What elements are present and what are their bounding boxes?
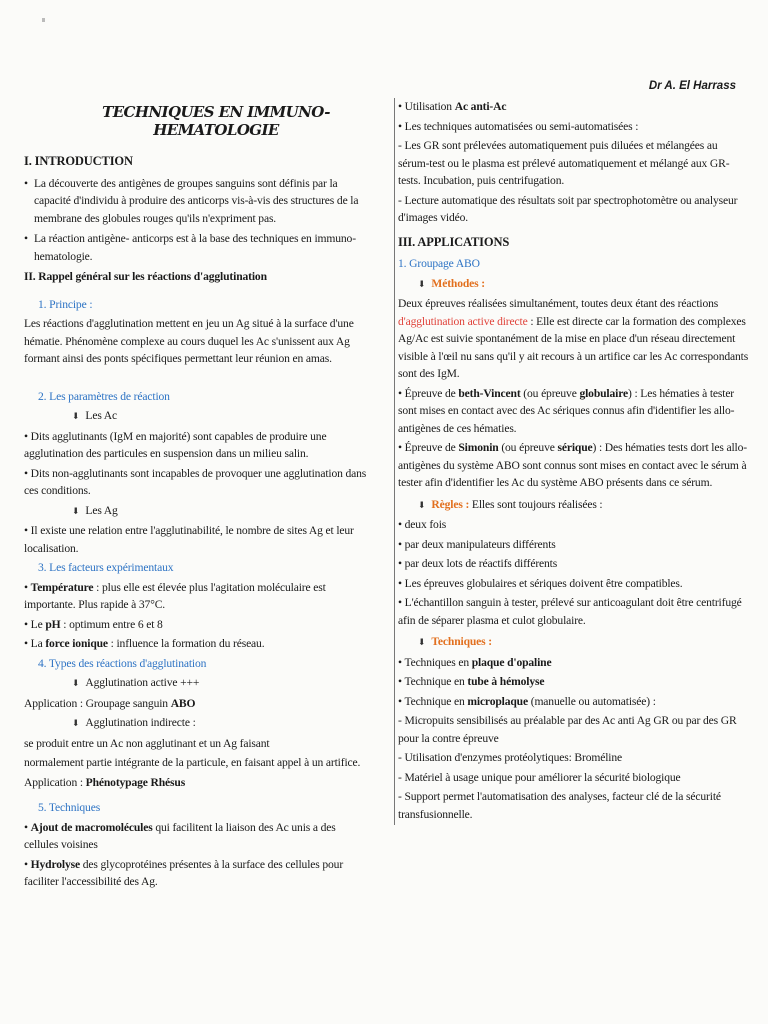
application-1-prefix: Application : Groupage sanguin [24, 696, 171, 710]
aggl-active-subheading [72, 674, 368, 693]
application-2 [24, 774, 368, 792]
arrow-down-icon: ⬇ [72, 505, 80, 516]
application-1 [24, 695, 368, 713]
left-column [24, 104, 368, 893]
ph-prefix: • Le [24, 617, 46, 631]
force-prefix: • La [24, 637, 46, 650]
technique-2 [398, 673, 750, 691]
sim-mid: (ou épreuve [498, 441, 558, 454]
anti-ac-prefix: • Utilisation [398, 100, 455, 113]
t2-prefix: • Technique en [398, 675, 468, 688]
methodes-subheading [418, 275, 750, 294]
bv-term: beth-Vincent [458, 386, 521, 400]
arrow-down-icon: ⬇ [72, 411, 80, 421]
arrow-down-icon: ⬇ [418, 499, 426, 510]
ag-paragraph: • Il existe une relation entre l'agglutinabilité, le nombre de sites Ag et leur localisation. [24, 524, 354, 555]
methodes-paragraph [398, 295, 750, 383]
ph-item [24, 616, 368, 634]
ac-paragraph-1: • Dits agglutinants (IgM en majorité) sont capables de produire une agglutination des particules en suspension dans un milieu salin. [24, 429, 327, 460]
bv-text: ) : Les hématies à tester sont mises en contact avec des Ac sériques connus afin d'identifier les allo-antigènes de ces hématies. [398, 386, 735, 435]
methodes-text-end: : Elle est directe car la formation des complexes Ag/Ac est suivie spontanément de la mise en place d'un réseau directement visible à l'œil nu sans qu'il y ait recours à un artifice car les Ac correspondants sont des IgM. [398, 314, 749, 380]
aggl-indirecte-subheading [72, 714, 368, 733]
scan-speck [42, 18, 45, 22]
methodes-highlight: d'agglutination active directe [398, 314, 528, 328]
force-ionique-item [24, 635, 368, 653]
ac-subheading [72, 407, 368, 426]
technique-detail-3: - Matériel à usage unique pour améliorer la sécurité biologique [398, 770, 681, 784]
ag-subheading [72, 502, 368, 521]
automated-paragraph-2: - Lecture automatique des résultats soit par spectrophotomètre ou analyseur d'images vidéo. [398, 193, 738, 224]
application-1-term: ABO [170, 696, 196, 710]
ajout-term: Ajout de macromolécules [30, 820, 153, 834]
force-text: : influence la formation du réseau. [107, 637, 265, 650]
principe-heading: 1. Principe : [38, 297, 93, 311]
regles-label: Règles : [431, 497, 470, 511]
arrow-down-icon: ⬇ [72, 678, 80, 688]
technique-1 [398, 654, 750, 672]
regles-text: Elles sont toujours réalisées : [469, 497, 603, 511]
ph-term: pH [45, 617, 61, 631]
techniques-heading: 5. Techniques [38, 801, 101, 814]
hydrolyse-item: • Hydrolyse des glycoprotéines présentes à la surface des cellules pour faciliter l'accessibilité des Ag. [24, 857, 344, 888]
parametres-heading: 2. Les paramètres de réaction [38, 389, 170, 403]
temperature-term: Température [30, 580, 94, 594]
methodes-text-start: Deux épreuves réalisées simultanément, toutes deux étant des réactions [398, 297, 719, 310]
t3-prefix: • Technique en [398, 694, 468, 708]
technique-detail-1: - Micropuits sensibilisés au préalable par des Ac anti Ag GR ou par des GR pour la contre épreuve [398, 714, 737, 745]
author-name: Dr A. El Harrass [648, 80, 736, 92]
aggl-indirecte-label: Agglutination indirecte : [85, 716, 196, 729]
ajout-text: qui facilitent la liaison des Ac unis a des cellules voisines [24, 820, 336, 851]
aggl-active-label: Agglutination active +++ [85, 676, 200, 689]
technique-3 [398, 693, 750, 711]
bv-term-2: globulaire [579, 386, 628, 400]
right-column [394, 98, 750, 825]
beth-vincent-item [398, 385, 750, 438]
groupage-heading: 1. Groupage ABO [398, 257, 480, 270]
t1-prefix: • Techniques en [398, 655, 472, 669]
temperature-item: • Température : plus elle est élevée plus l'agitation moléculaire est importante. Plus rapide à 37°C. [24, 580, 326, 611]
anti-ac-term: Ac anti-Ac [454, 100, 507, 113]
indirecte-line-1: se produit entre un Ac non agglutinant et un Ag faisant [24, 736, 270, 750]
regles-subheading [418, 496, 750, 515]
sim-term: Simonin [458, 441, 499, 454]
techniques-label: Techniques : [431, 635, 492, 648]
intro-bullet-2: • La réaction antigène- anticorps est à la base des techniques en immuno-hematologie. [24, 230, 368, 265]
arrow-down-icon: ⬇ [418, 278, 426, 289]
document-title: TECHNIQUES EN IMMUNO-HEMATOLOGIE [102, 103, 330, 139]
t3-text: (manuelle ou automatisée) : [527, 694, 656, 708]
facteurs-heading: 3. Les facteurs expérimentaux [38, 561, 174, 574]
temperature-text: : plus elle est élevée plus l'agitation moléculaire est importante. Plus rapide à 37°C. [24, 580, 326, 611]
sim-text: ) : Des hématies tests dort les allo-antigènes du système ABO sont connus sont mises en contact avec le sérum à tester afin d'identifier les Ac du système ABO présents dans ce sérum. [398, 441, 747, 489]
techniques-subheading [418, 633, 750, 652]
application-2-prefix: Application : [24, 775, 86, 789]
hydrolyse-text: des glycoprotéines présentes à la surface des cellules pour faciliter l'accessibilité des Ag. [24, 857, 344, 888]
arrow-down-icon: ⬇ [418, 637, 426, 647]
ajout-item: • Ajout de macromolécules qui facilitent la liaison des Ac unis a des cellules voisines [24, 820, 336, 851]
simonin-item [398, 439, 750, 492]
technique-detail-2: - Utilisation d'enzymes protéolytiques: Broméline [398, 751, 622, 764]
intro-bullet-1: • La découverte des antigènes de groupes sanguins sont définis par la capacité d'individu à produire des anticorps vis-à-vis des structures de la membrane des globules rouges qu'ils n'expriment pas. [24, 175, 368, 228]
sim-term-2: sérique [557, 441, 593, 454]
ac-paragraph-2: • Dits non-agglutinants sont incapables de provoquer une agglutination dans ces conditions. [24, 466, 367, 497]
bv-prefix: • Épreuve de [398, 386, 459, 400]
regle-3: • par deux lots de réactifs différents [398, 557, 558, 570]
t2-term: tube à hémolyse [467, 675, 545, 688]
ag-label: Les Ag [85, 503, 118, 517]
regle-4: • Les épreuves globulaires et sériques doivent être compatibles. [398, 576, 683, 590]
regle-5: • L'échantillon sanguin à tester, prélevé sur anticoagulant doit être centrifugé afin de séparer plasma et culot globulaire. [398, 596, 742, 627]
principe-text: Les réactions d'agglutination mettent en jeu un Ag situé à la surface d'une hématie. Phénomène complexe au cours duquel les Ac s'unissent aux Ag formant ainsi des ponts spécifiques permettant leur réunion en amas. [24, 317, 354, 365]
regle-2: • par deux manipulateurs différents [398, 537, 556, 551]
bv-mid: (ou épreuve [520, 386, 580, 400]
technique-detail-4: - Support permet l'automatisation des analyses, facteur clé de la sécurité transfusionnelle. [398, 790, 721, 821]
section-introduction-heading: I. INTRODUCTION [24, 154, 133, 168]
sim-prefix: • Épreuve de [398, 441, 459, 454]
indirecte-line-2: normalement partie intégrante de la particule, en faisant appel à un artifice. [24, 756, 361, 769]
types-heading: 4. Types des réactions d'agglutination [38, 656, 207, 670]
t1-term: plaque d'opaline [471, 655, 552, 669]
section-rappel-heading: II. Rappel général sur les réactions d'agglutination [24, 270, 267, 283]
ac-label: Les Ac [85, 409, 118, 422]
automated-paragraph-1: - Les GR sont prélevées automatiquement puis diluées et mélangées au sérum-test ou le plasma est prélevé automatiquement et mélangé aux GR-tests. Incubation, puis centrifugation. [398, 139, 730, 187]
section-applications-heading: III. APPLICATIONS [398, 234, 510, 249]
regle-1: • deux fois [398, 518, 447, 531]
ph-text: : optimum entre 6 et 8 [60, 617, 163, 631]
anti-ac-item [398, 98, 750, 116]
t3-term: microplaque [467, 694, 528, 708]
application-2-term: Phénotypage Rhésus [85, 775, 186, 789]
hydrolyse-term: Hydrolyse [30, 857, 80, 871]
arrow-down-icon: ⬇ [72, 718, 80, 728]
force-term: force ionique [45, 637, 108, 650]
methodes-label: Méthodes : [431, 276, 485, 290]
automated-heading: • Les techniques automatisées ou semi-automatisées : [398, 119, 639, 133]
